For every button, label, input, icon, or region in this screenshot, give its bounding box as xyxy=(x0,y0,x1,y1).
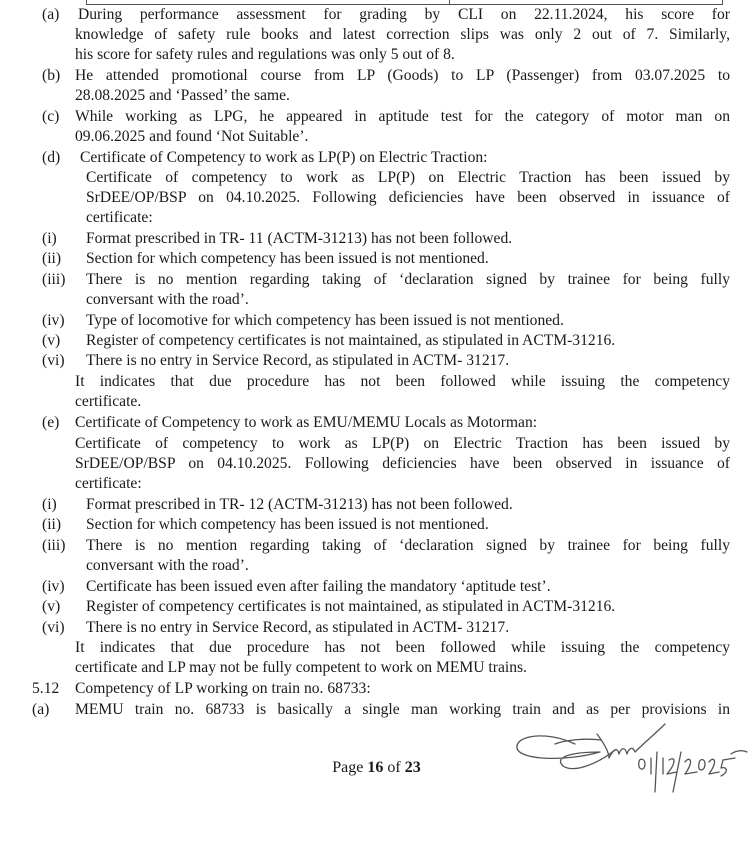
handwritten-signature xyxy=(505,722,750,797)
item-d-conclusion-1: It indicates that due procedure has not been followed while issuing the competency xyxy=(75,373,730,390)
item-c-line-1: While working as LPG, he appeared in aptitude test for the category of motor man on xyxy=(75,108,730,125)
item-d-sub-v-text: Register of competency certificates is not maintained, as stipulated in ACTM-31216. xyxy=(86,332,616,349)
item-d-sub-iii-label: (iii) xyxy=(42,271,66,288)
item-a-line-2: knowledge of safety rule books and latest correction slips was only 2 out of 7. Similarly, xyxy=(75,26,730,43)
item-d-sub-i-label: (i) xyxy=(42,230,57,247)
page-number-middle: of xyxy=(383,759,405,776)
item-d-sub-vi-text: There is no entry in Service Record, as stipulated in ACTM- 31217. xyxy=(86,352,510,369)
item-e-sub-v-label: (v) xyxy=(42,598,61,615)
page-number-total: 23 xyxy=(404,759,421,776)
item-e-conclusion-1: It indicates that due procedure has not been followed while issuing the competency xyxy=(75,639,730,656)
signature-scribble xyxy=(597,724,665,758)
item-e-intro-1: Certificate of competency to work as LP(P) on Electric Traction has been issued by xyxy=(75,435,730,452)
item-d-heading: Certificate of Competency to work as LP(P) on Electric Traction: xyxy=(80,149,488,166)
item-a-label: (a) xyxy=(42,6,60,23)
item-e-heading: Certificate of Competency to work as EMU/MEMU Locals as Motorman: xyxy=(75,414,538,431)
item-b-line-2: 28.08.2025 and ‘Passed’ the same. xyxy=(75,87,290,104)
item-d-sub-iv-text: Type of locomotive for which competency has been issued is not mentioned. xyxy=(86,312,564,329)
item-e-sub-ii-label: (ii) xyxy=(42,516,62,533)
item-d-sub-ii-label: (ii) xyxy=(42,250,62,267)
signature-stroke xyxy=(555,739,601,744)
item-e-sub-iii-text-1: There is no mention regarding taking of ‘declaration signed by trainee for being fully xyxy=(86,537,730,554)
page-number-prefix: Page xyxy=(332,759,368,776)
item-e-sub-iv-label: (iv) xyxy=(42,578,65,595)
section-heading: Competency of LP working on train no. 68733: xyxy=(75,680,371,697)
item-e-label: (e) xyxy=(42,414,60,431)
item-b-line-1: He attended promotional course from LP (Goods) to LP (Passenger) from 03.07.2025 to xyxy=(75,67,730,84)
item-e-sub-vi-label: (vi) xyxy=(42,619,65,636)
item-c-label: (c) xyxy=(42,108,60,125)
item-e-sub-i-label: (i) xyxy=(42,496,57,513)
item-e-sub-iv-text: Certificate has been issued even after failing the mandatory ‘aptitude test’. xyxy=(86,578,551,595)
item-e-conclusion-2: certificate and LP may not be fully competent to work on MEMU trains. xyxy=(75,659,527,676)
section-number: 5.12 xyxy=(32,680,60,697)
item-d-intro-1: Certificate of competency to work as LP(P) on Electric Traction has been issued by xyxy=(86,169,730,186)
item-d-sub-vi-label: (vi) xyxy=(42,352,65,369)
item-a-line-3: his score for safety rules and regulations was only 5 out of 8. xyxy=(75,46,455,63)
item-d-sub-ii-text: Section for which competency has been issued is not mentioned. xyxy=(86,250,489,267)
item-d-sub-iii-text-2: conversant with the road’. xyxy=(86,291,249,308)
item-c-line-2: 09.06.2025 and found ‘Not Suitable’. xyxy=(75,128,309,145)
signature-date-mark xyxy=(639,751,747,792)
item-e-sub-i-text: Format prescribed in TR- 12 (ACTM-31213) has not been followed. xyxy=(86,496,513,513)
page-number-current: 16 xyxy=(367,759,384,776)
item-e-sub-vi-text: There is no entry in Service Record, as stipulated in ACTM- 31217. xyxy=(86,619,510,636)
item-d-intro-2: SrDEE/OP/BSP on 04.10.2025. Following deficiencies have been observed in issuance of xyxy=(86,189,730,206)
item-d-sub-iii-text-1: There is no mention regarding taking of ‘declaration signed by trainee for being fully xyxy=(86,271,730,288)
item-d-sub-iv-label: (iv) xyxy=(42,312,65,329)
item-d-conclusion-2: certificate. xyxy=(75,393,142,410)
item-e-sub-ii-text: Section for which competency has been issued is not mentioned. xyxy=(86,516,489,533)
item-b-label: (b) xyxy=(42,67,61,84)
item-e-intro-2: SrDEE/OP/BSP on 04.10.2025. Following deficiencies have been observed in issuance of xyxy=(75,455,730,472)
item-e-sub-iii-label: (iii) xyxy=(42,537,66,554)
item-d-sub-i-text: Format prescribed in TR- 11 (ACTM-31213) has not been followed. xyxy=(86,230,513,247)
item-d-label: (d) xyxy=(42,149,61,166)
section-item-a-line-1: MEMU train no. 68733 is basically a single man working train and as per provisions in xyxy=(75,701,730,718)
item-e-intro-3: certificate: xyxy=(75,475,142,492)
item-d-intro-3: certificate: xyxy=(86,209,153,226)
table-column-divider xyxy=(449,0,450,4)
item-e-sub-v-text: Register of competency certificates is not maintained, as stipulated in ACTM-31216. xyxy=(86,598,616,615)
section-item-a-label: (a) xyxy=(32,701,50,718)
item-e-sub-iii-text-2: conversant with the road’. xyxy=(86,557,249,574)
item-a-line-1: During performance assessment for grading by CLI on 22.11.2024, his score for xyxy=(78,6,730,23)
item-d-sub-v-label: (v) xyxy=(42,332,61,349)
